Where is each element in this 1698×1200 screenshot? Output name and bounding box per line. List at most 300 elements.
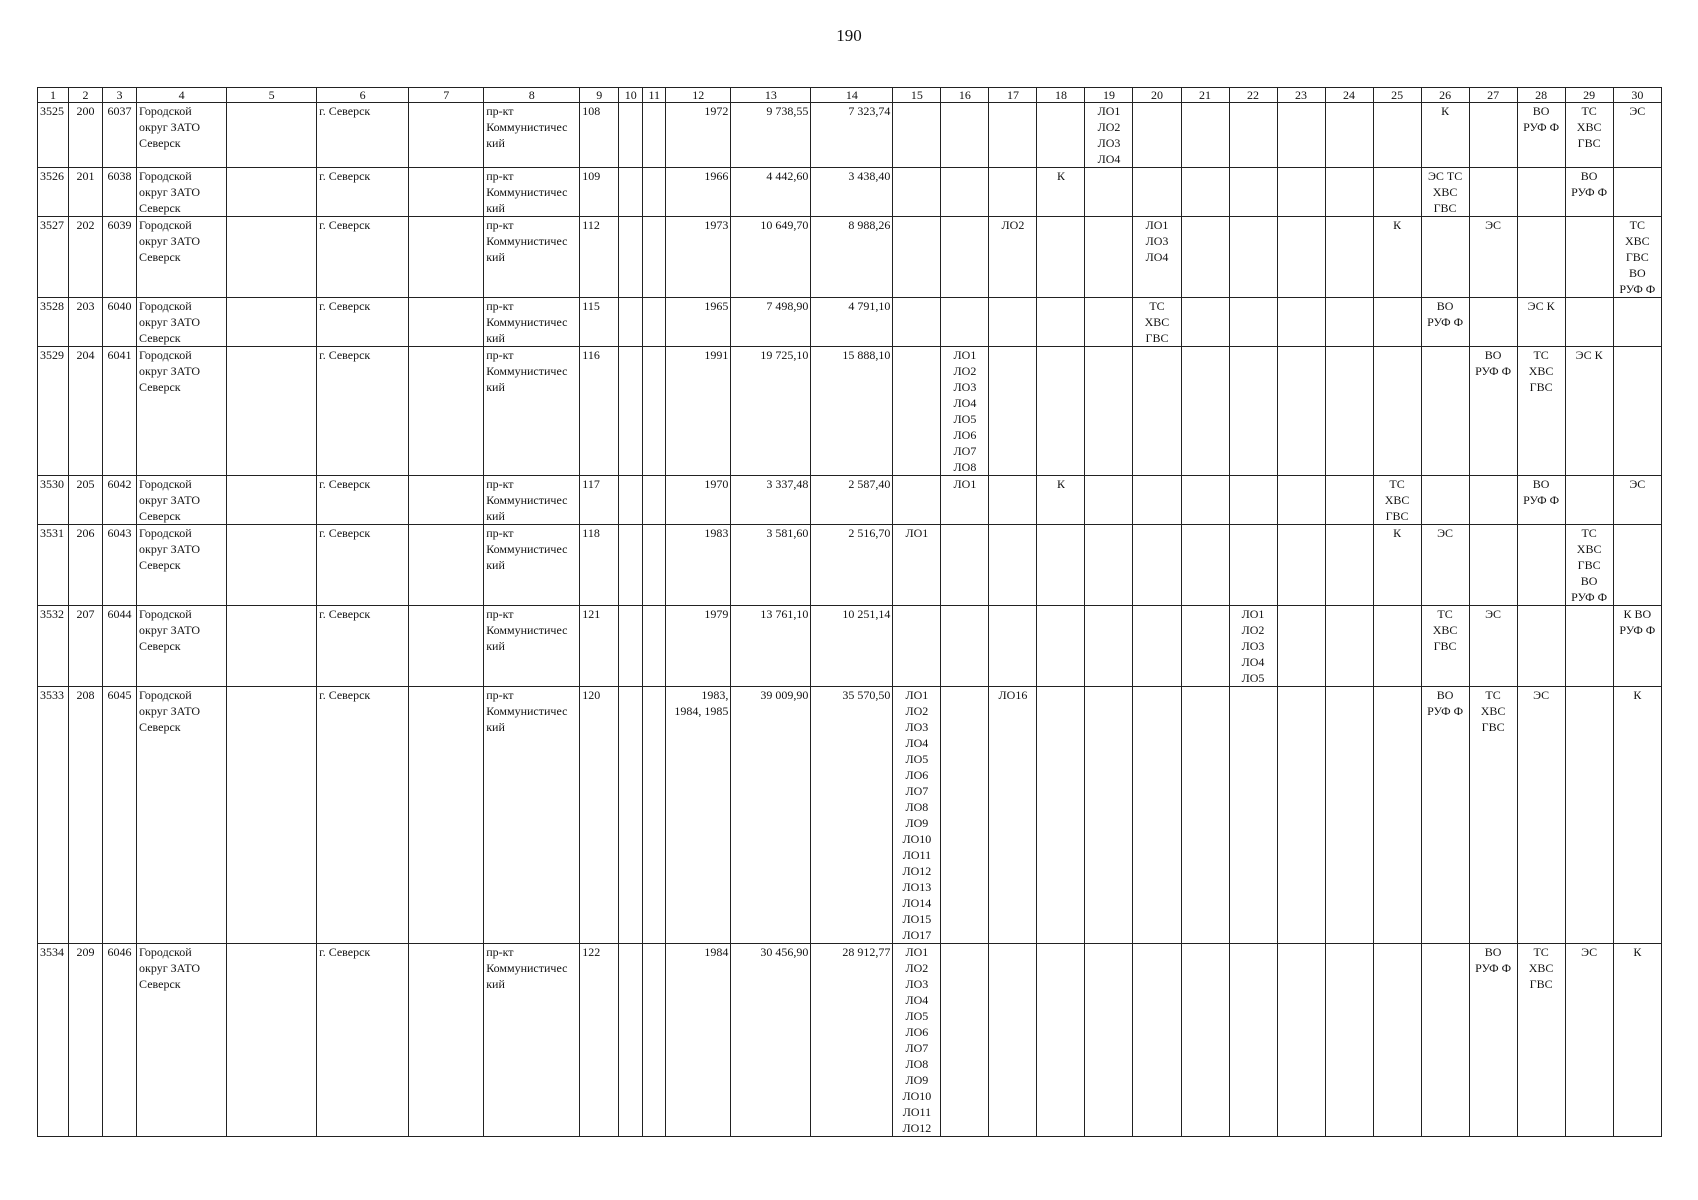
- cell-col-6: г. Северск: [317, 217, 409, 298]
- cell-col-22: [1229, 525, 1277, 606]
- cell-col-8: пр-кт Коммунистичес кий: [484, 606, 580, 687]
- cell-col-6: г. Северск: [317, 944, 409, 1137]
- cell-col-28: ЭС К: [1517, 298, 1565, 347]
- cell-col-29: ВО РУФ Ф: [1565, 168, 1613, 217]
- cell-col-3: 6038: [103, 168, 137, 217]
- cell-col-17: [989, 103, 1037, 168]
- cell-col-24: [1325, 687, 1373, 944]
- cell-col-26: К: [1421, 103, 1469, 168]
- col-header: 1: [38, 88, 69, 103]
- cell-col-1: 3531: [38, 525, 69, 606]
- cell-col-9: 115: [580, 298, 619, 347]
- cell-col-19: [1085, 476, 1133, 525]
- cell-col-22: [1229, 347, 1277, 476]
- cell-col-5: [227, 168, 317, 217]
- cell-col-30: [1613, 347, 1661, 476]
- cell-col-19: [1085, 217, 1133, 298]
- cell-col-3: 6043: [103, 525, 137, 606]
- cell-col-11: [643, 298, 666, 347]
- cell-col-8: пр-кт Коммунистичес кий: [484, 944, 580, 1137]
- cell-col-18: [1037, 687, 1085, 944]
- cell-col-10: [619, 606, 643, 687]
- cell-col-24: [1325, 476, 1373, 525]
- cell-col-14: 2 587,40: [811, 476, 893, 525]
- col-header: 21: [1181, 88, 1229, 103]
- cell-col-17: ЛО2: [989, 217, 1037, 298]
- cell-col-7: [409, 103, 484, 168]
- cell-col-19: [1085, 606, 1133, 687]
- cell-col-24: [1325, 168, 1373, 217]
- cell-col-30: [1613, 298, 1661, 347]
- cell-col-20: [1133, 103, 1181, 168]
- cell-col-28: ВО РУФ Ф: [1517, 476, 1565, 525]
- cell-col-15: [893, 606, 941, 687]
- cell-col-8: пр-кт Коммунистичес кий: [484, 525, 580, 606]
- cell-col-23: [1277, 298, 1325, 347]
- cell-col-23: [1277, 217, 1325, 298]
- cell-col-14: 15 888,10: [811, 347, 893, 476]
- table-row: [38, 103, 1662, 168]
- cell-col-16: [941, 168, 989, 217]
- table-row: [38, 476, 1662, 525]
- col-header: 4: [137, 88, 227, 103]
- cell-col-20: [1133, 944, 1181, 1137]
- cell-col-26: ЭС: [1421, 525, 1469, 606]
- table-row: [38, 217, 1662, 298]
- cell-col-19: [1085, 687, 1133, 944]
- cell-col-11: [643, 168, 666, 217]
- cell-col-15: [893, 476, 941, 525]
- col-header: 19: [1085, 88, 1133, 103]
- col-header: 26: [1421, 88, 1469, 103]
- cell-col-28: ЭС: [1517, 687, 1565, 944]
- cell-col-11: [643, 103, 666, 168]
- cell-col-9: 109: [580, 168, 619, 217]
- cell-col-23: [1277, 347, 1325, 476]
- cell-col-1: 3534: [38, 944, 69, 1137]
- cell-col-27: [1469, 298, 1517, 347]
- cell-col-30: К: [1613, 687, 1661, 944]
- cell-col-5: [227, 476, 317, 525]
- cell-col-16: [941, 298, 989, 347]
- cell-col-13: 13 761,10: [731, 606, 811, 687]
- cell-col-5: [227, 687, 317, 944]
- cell-col-14: 35 570,50: [811, 687, 893, 944]
- cell-col-29: ЭС К: [1565, 347, 1613, 476]
- cell-col-21: [1181, 606, 1229, 687]
- cell-col-19: ЛО1 ЛО2 ЛО3 ЛО4: [1085, 103, 1133, 168]
- cell-col-29: [1565, 217, 1613, 298]
- cell-col-10: [619, 347, 643, 476]
- cell-col-21: [1181, 347, 1229, 476]
- cell-col-13: 4 442,60: [731, 168, 811, 217]
- cell-col-24: [1325, 944, 1373, 1137]
- cell-col-18: [1037, 298, 1085, 347]
- cell-col-21: [1181, 103, 1229, 168]
- cell-col-14: 10 251,14: [811, 606, 893, 687]
- cell-col-15: [893, 217, 941, 298]
- col-header: 9: [580, 88, 619, 103]
- cell-col-25: [1373, 687, 1421, 944]
- cell-col-12: 1973: [666, 217, 731, 298]
- cell-col-24: [1325, 298, 1373, 347]
- cell-col-8: пр-кт Коммунистичес кий: [484, 687, 580, 944]
- cell-col-7: [409, 347, 484, 476]
- cell-col-2: 204: [69, 347, 103, 476]
- cell-col-16: [941, 103, 989, 168]
- cell-col-5: [227, 298, 317, 347]
- cell-col-8: пр-кт Коммунистичес кий: [484, 217, 580, 298]
- col-header: 24: [1325, 88, 1373, 103]
- cell-col-27: ЭС: [1469, 217, 1517, 298]
- cell-col-25: [1373, 168, 1421, 217]
- cell-col-13: 39 009,90: [731, 687, 811, 944]
- col-header: 10: [619, 88, 643, 103]
- cell-col-2: 200: [69, 103, 103, 168]
- cell-col-4: Городской округ ЗАТО Северск: [137, 944, 227, 1137]
- cell-col-28: [1517, 525, 1565, 606]
- cell-col-30: ЭС: [1613, 476, 1661, 525]
- cell-col-28: ВО РУФ Ф: [1517, 103, 1565, 168]
- cell-col-6: г. Северск: [317, 347, 409, 476]
- cell-col-13: 9 738,55: [731, 103, 811, 168]
- cell-col-26: ЭС ТС ХВС ГВС: [1421, 168, 1469, 217]
- cell-col-23: [1277, 687, 1325, 944]
- cell-col-29: ТС ХВС ГВС: [1565, 103, 1613, 168]
- cell-col-1: 3526: [38, 168, 69, 217]
- cell-col-20: [1133, 476, 1181, 525]
- cell-col-18: [1037, 217, 1085, 298]
- cell-col-17: [989, 298, 1037, 347]
- cell-col-23: [1277, 476, 1325, 525]
- cell-col-25: [1373, 347, 1421, 476]
- cell-col-3: 6041: [103, 347, 137, 476]
- cell-col-10: [619, 525, 643, 606]
- cell-col-9: 122: [580, 944, 619, 1137]
- cell-col-27: ТС ХВС ГВС: [1469, 687, 1517, 944]
- cell-col-11: [643, 944, 666, 1137]
- cell-col-13: 19 725,10: [731, 347, 811, 476]
- col-header: 2: [69, 88, 103, 103]
- cell-col-30: К ВО РУФ Ф: [1613, 606, 1661, 687]
- cell-col-10: [619, 217, 643, 298]
- cell-col-4: Городской округ ЗАТО Северск: [137, 298, 227, 347]
- col-header: 11: [643, 88, 666, 103]
- cell-col-17: [989, 476, 1037, 525]
- cell-col-17: [989, 944, 1037, 1137]
- cell-col-30: ЭС: [1613, 103, 1661, 168]
- cell-col-9: 112: [580, 217, 619, 298]
- page-number: 190: [836, 26, 862, 45]
- cell-col-15: [893, 298, 941, 347]
- cell-col-5: [227, 606, 317, 687]
- cell-col-22: [1229, 476, 1277, 525]
- cell-col-24: [1325, 103, 1373, 168]
- cell-col-17: [989, 525, 1037, 606]
- col-header: 16: [941, 88, 989, 103]
- table-row: [38, 347, 1662, 476]
- cell-col-12: 1970: [666, 476, 731, 525]
- cell-col-21: [1181, 217, 1229, 298]
- cell-col-2: 209: [69, 944, 103, 1137]
- cell-col-6: г. Северск: [317, 687, 409, 944]
- cell-col-19: [1085, 298, 1133, 347]
- cell-col-7: [409, 217, 484, 298]
- cell-col-17: [989, 347, 1037, 476]
- cell-col-10: [619, 298, 643, 347]
- cell-col-17: ЛО16: [989, 687, 1037, 944]
- cell-col-29: [1565, 606, 1613, 687]
- cell-col-13: 10 649,70: [731, 217, 811, 298]
- table-row: [38, 298, 1662, 347]
- cell-col-10: [619, 476, 643, 525]
- cell-col-4: Городской округ ЗАТО Северск: [137, 476, 227, 525]
- cell-col-15: [893, 103, 941, 168]
- cell-col-1: 3527: [38, 217, 69, 298]
- cell-col-23: [1277, 168, 1325, 217]
- cell-col-4: Городской округ ЗАТО Северск: [137, 687, 227, 944]
- cell-col-6: г. Северск: [317, 525, 409, 606]
- cell-col-28: ТС ХВС ГВС: [1517, 944, 1565, 1137]
- cell-col-11: [643, 347, 666, 476]
- cell-col-2: 203: [69, 298, 103, 347]
- cell-col-12: 1972: [666, 103, 731, 168]
- cell-col-6: г. Северск: [317, 476, 409, 525]
- cell-col-26: ТС ХВС ГВС: [1421, 606, 1469, 687]
- cell-col-7: [409, 687, 484, 944]
- cell-col-16: [941, 525, 989, 606]
- cell-col-22: [1229, 217, 1277, 298]
- cell-col-24: [1325, 525, 1373, 606]
- cell-col-10: [619, 944, 643, 1137]
- col-header: 23: [1277, 88, 1325, 103]
- col-header: 6: [317, 88, 409, 103]
- cell-col-27: [1469, 525, 1517, 606]
- cell-col-26: ВО РУФ Ф: [1421, 298, 1469, 347]
- cell-col-25: [1373, 606, 1421, 687]
- cell-col-28: ТС ХВС ГВС: [1517, 347, 1565, 476]
- cell-col-2: 206: [69, 525, 103, 606]
- cell-col-25: [1373, 944, 1421, 1137]
- cell-col-13: 7 498,90: [731, 298, 811, 347]
- cell-col-4: Городской округ ЗАТО Северск: [137, 606, 227, 687]
- cell-col-16: [941, 606, 989, 687]
- cell-col-22: [1229, 168, 1277, 217]
- cell-col-22: [1229, 687, 1277, 944]
- cell-col-26: [1421, 944, 1469, 1137]
- cell-col-8: пр-кт Коммунистичес кий: [484, 347, 580, 476]
- cell-col-11: [643, 606, 666, 687]
- cell-col-27: ВО РУФ Ф: [1469, 944, 1517, 1137]
- col-header: 29: [1565, 88, 1613, 103]
- col-header: 22: [1229, 88, 1277, 103]
- cell-col-17: [989, 606, 1037, 687]
- cell-col-26: [1421, 476, 1469, 525]
- cell-col-27: [1469, 103, 1517, 168]
- cell-col-2: 202: [69, 217, 103, 298]
- cell-col-27: [1469, 476, 1517, 525]
- cell-col-12: 1983, 1984, 1985: [666, 687, 731, 944]
- cell-col-1: 3533: [38, 687, 69, 944]
- cell-col-21: [1181, 687, 1229, 944]
- cell-col-17: [989, 168, 1037, 217]
- cell-col-30: К: [1613, 944, 1661, 1137]
- cell-col-12: 1983: [666, 525, 731, 606]
- cell-col-20: [1133, 168, 1181, 217]
- cell-col-14: 7 323,74: [811, 103, 893, 168]
- cell-col-30: ТС ХВС ГВС ВО РУФ Ф: [1613, 217, 1661, 298]
- col-header: 20: [1133, 88, 1181, 103]
- cell-col-28: [1517, 217, 1565, 298]
- cell-col-5: [227, 944, 317, 1137]
- cell-col-18: [1037, 944, 1085, 1137]
- cell-col-23: [1277, 103, 1325, 168]
- cell-col-18: К: [1037, 476, 1085, 525]
- table-row: [38, 687, 1662, 944]
- cell-col-5: [227, 347, 317, 476]
- cell-col-7: [409, 298, 484, 347]
- cell-col-5: [227, 525, 317, 606]
- cell-col-25: [1373, 298, 1421, 347]
- cell-col-12: 1984: [666, 944, 731, 1137]
- cell-col-8: пр-кт Коммунистичес кий: [484, 476, 580, 525]
- cell-col-14: 3 438,40: [811, 168, 893, 217]
- cell-col-27: [1469, 168, 1517, 217]
- cell-col-18: К: [1037, 168, 1085, 217]
- cell-col-8: пр-кт Коммунистичес кий: [484, 103, 580, 168]
- col-header: 15: [893, 88, 941, 103]
- col-header: 17: [989, 88, 1037, 103]
- cell-col-10: [619, 168, 643, 217]
- cell-col-16: [941, 687, 989, 944]
- cell-col-7: [409, 476, 484, 525]
- cell-col-30: [1613, 525, 1661, 606]
- cell-col-5: [227, 217, 317, 298]
- cell-col-4: Городской округ ЗАТО Северск: [137, 168, 227, 217]
- cell-col-19: [1085, 944, 1133, 1137]
- cell-col-27: ВО РУФ Ф: [1469, 347, 1517, 476]
- cell-col-18: [1037, 606, 1085, 687]
- col-header: 7: [409, 88, 484, 103]
- cell-col-26: [1421, 347, 1469, 476]
- cell-col-15: [893, 347, 941, 476]
- cell-col-29: ЭС: [1565, 944, 1613, 1137]
- cell-col-22: [1229, 298, 1277, 347]
- cell-col-6: г. Северск: [317, 103, 409, 168]
- cell-col-4: Городской округ ЗАТО Северск: [137, 525, 227, 606]
- cell-col-14: 2 516,70: [811, 525, 893, 606]
- cell-col-2: 208: [69, 687, 103, 944]
- cell-col-10: [619, 103, 643, 168]
- table-row: [38, 944, 1662, 1137]
- cell-col-12: 1966: [666, 168, 731, 217]
- cell-col-2: 201: [69, 168, 103, 217]
- cell-col-23: [1277, 606, 1325, 687]
- table-row: [38, 168, 1662, 217]
- cell-col-7: [409, 525, 484, 606]
- cell-col-24: [1325, 347, 1373, 476]
- cell-col-26: [1421, 217, 1469, 298]
- cell-col-22: [1229, 103, 1277, 168]
- cell-col-9: 120: [580, 687, 619, 944]
- cell-col-13: 3 581,60: [731, 525, 811, 606]
- cell-col-4: Городской округ ЗАТО Северск: [137, 347, 227, 476]
- cell-col-29: [1565, 476, 1613, 525]
- cell-col-16: ЛО1 ЛО2 ЛО3 ЛО4 ЛО5 ЛО6 ЛО7 ЛО8: [941, 347, 989, 476]
- cell-col-20: [1133, 606, 1181, 687]
- cell-col-29: [1565, 687, 1613, 944]
- cell-col-7: [409, 168, 484, 217]
- cell-col-1: 3525: [38, 103, 69, 168]
- cell-col-11: [643, 217, 666, 298]
- cell-col-14: 8 988,26: [811, 217, 893, 298]
- cell-col-9: 121: [580, 606, 619, 687]
- cell-col-16: [941, 217, 989, 298]
- cell-col-9: 117: [580, 476, 619, 525]
- cell-col-20: [1133, 525, 1181, 606]
- cell-col-3: 6042: [103, 476, 137, 525]
- cell-col-21: [1181, 944, 1229, 1137]
- cell-col-19: [1085, 168, 1133, 217]
- cell-col-18: [1037, 525, 1085, 606]
- cell-col-11: [643, 525, 666, 606]
- col-header: 3: [103, 88, 137, 103]
- cell-col-1: 3529: [38, 347, 69, 476]
- cell-col-10: [619, 687, 643, 944]
- cell-col-18: [1037, 103, 1085, 168]
- cell-col-13: 30 456,90: [731, 944, 811, 1137]
- cell-col-7: [409, 606, 484, 687]
- cell-col-20: [1133, 687, 1181, 944]
- col-header: 25: [1373, 88, 1421, 103]
- cell-col-24: [1325, 606, 1373, 687]
- cell-col-15: ЛО1: [893, 525, 941, 606]
- cell-col-1: 3532: [38, 606, 69, 687]
- cell-col-23: [1277, 944, 1325, 1137]
- cell-col-11: [643, 687, 666, 944]
- cell-col-20: ЛО1 ЛО3 ЛО4: [1133, 217, 1181, 298]
- col-header: 5: [227, 88, 317, 103]
- cell-col-11: [643, 476, 666, 525]
- cell-col-25: [1373, 103, 1421, 168]
- cell-col-22: [1229, 944, 1277, 1137]
- cell-col-3: 6040: [103, 298, 137, 347]
- cell-col-16: ЛО1: [941, 476, 989, 525]
- header-row: [38, 88, 1662, 103]
- cell-col-21: [1181, 476, 1229, 525]
- cell-col-4: Городской округ ЗАТО Северск: [137, 103, 227, 168]
- cell-col-9: 108: [580, 103, 619, 168]
- cell-col-19: [1085, 525, 1133, 606]
- cell-col-2: 207: [69, 606, 103, 687]
- table-body: [38, 103, 1662, 1137]
- cell-col-29: ТС ХВС ГВС ВО РУФ Ф: [1565, 525, 1613, 606]
- cell-col-12: 1979: [666, 606, 731, 687]
- cell-col-15: ЛО1 ЛО2 ЛО3 ЛО4 ЛО5 ЛО6 ЛО7 ЛО8 ЛО9 ЛО10 ЛО11 ЛО12: [893, 944, 941, 1137]
- cell-col-12: 1991: [666, 347, 731, 476]
- cell-col-28: [1517, 168, 1565, 217]
- cell-col-21: [1181, 298, 1229, 347]
- cell-col-4: Городской округ ЗАТО Северск: [137, 217, 227, 298]
- cell-col-3: 6044: [103, 606, 137, 687]
- cell-col-21: [1181, 525, 1229, 606]
- register-table: [37, 87, 1662, 1137]
- cell-col-15: [893, 168, 941, 217]
- cell-col-20: ТС ХВС ГВС: [1133, 298, 1181, 347]
- col-header: 8: [484, 88, 580, 103]
- cell-col-20: [1133, 347, 1181, 476]
- cell-col-7: [409, 944, 484, 1137]
